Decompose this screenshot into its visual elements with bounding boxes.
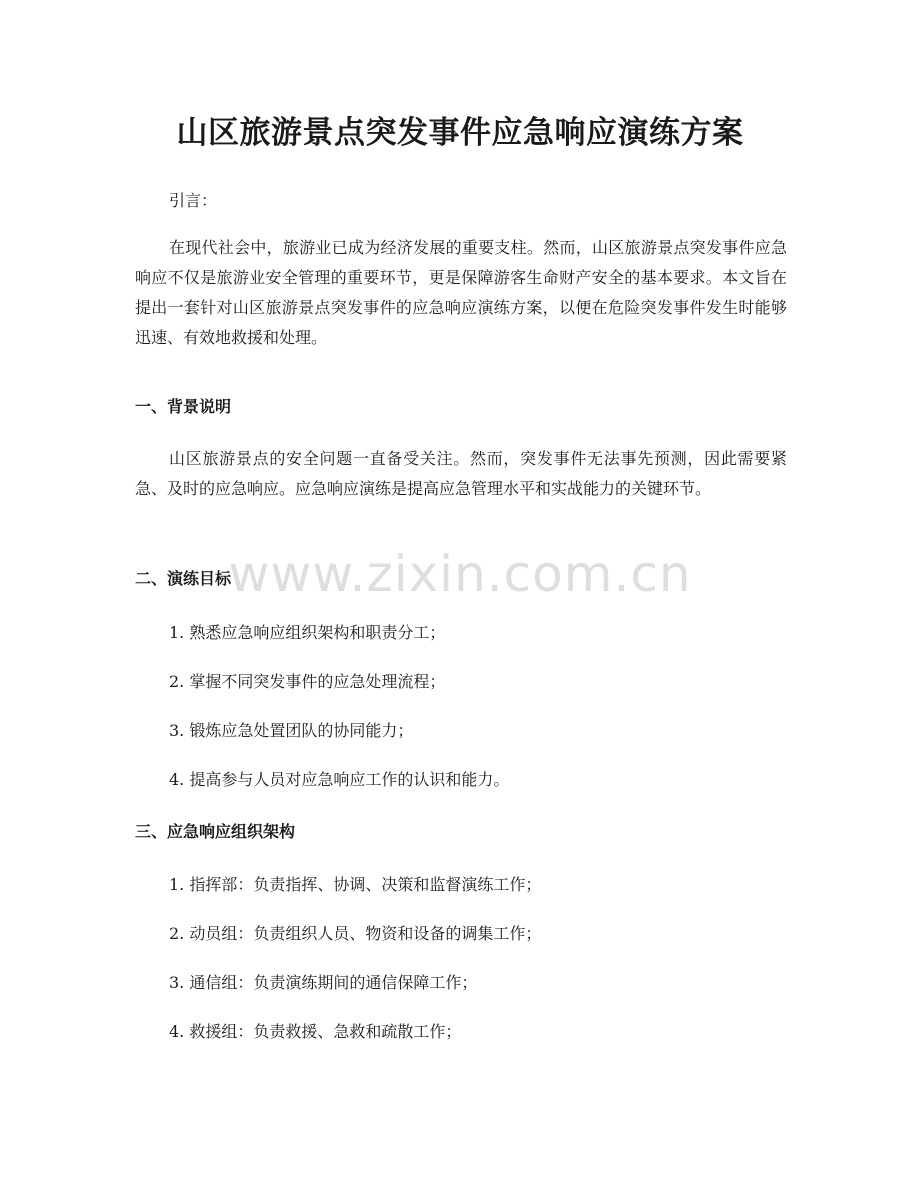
section-heading-background: 一、背景说明 bbox=[135, 397, 232, 416]
section-heading-organization: 三、应急响应组织架构 bbox=[135, 822, 296, 841]
list-item: 1. 指挥部：负责指挥、协调、决策和监督演练工作； bbox=[169, 875, 542, 894]
list-item: 2. 掌握不同突发事件的应急处理流程； bbox=[169, 672, 446, 691]
list-item: 4. 救援组：负责救援、急救和疏散工作； bbox=[169, 1022, 462, 1041]
document-title: 山区旅游景点突发事件应急响应演练方案 bbox=[176, 115, 744, 151]
watermark: www.zixin.com.cn bbox=[228, 545, 692, 603]
section-heading-goals: 二、演练目标 bbox=[135, 569, 232, 588]
list-item: 3. 锻炼应急处置团队的协同能力； bbox=[169, 721, 414, 740]
intro-paragraph: 在现代社会中，旅游业已成为经济发展的重要支柱。然而，山区旅游景点突发事件应急响应不仅是旅游业安全管理的重要环节，更是保障游客生命财产安全的基本要求。本文旨在提出一套针对山区旅游景点突发事件的应急响应演练方案，以便在危险突发事件发生时能够迅速、有效地救援和处理。 bbox=[135, 238, 787, 347]
list-item: 3. 通信组：负责演练期间的通信保障工作； bbox=[169, 973, 478, 992]
intro-label: 引言： bbox=[169, 191, 218, 210]
list-item: 2. 动员组：负责组织人员、物资和设备的调集工作； bbox=[169, 924, 542, 943]
background-paragraph: 山区旅游景点的安全问题一直备受关注。然而，突发事件无法事先预测，因此需要紧急、及时的应急响应。应急响应演练是提高应急管理水平和实战能力的关键环节。 bbox=[135, 449, 787, 498]
list-item: 1. 熟悉应急响应组织架构和职责分工； bbox=[169, 623, 446, 642]
list-item: 4. 提高参与人员对应急响应工作的认识和能力。 bbox=[169, 770, 510, 789]
